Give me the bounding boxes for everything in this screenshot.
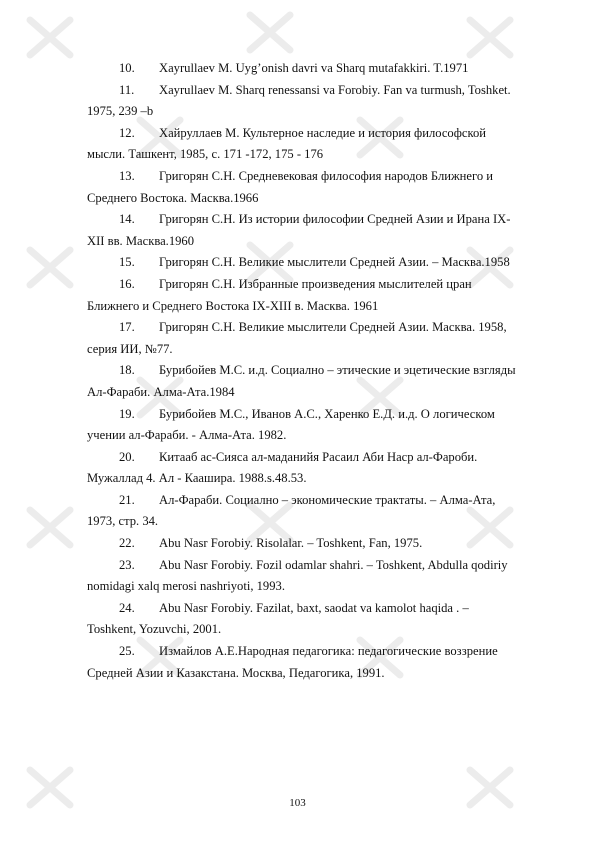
reference-text: Китааб ас-Сияса ал-маданийя Расаил Аби Наср ал-Фароби. <box>159 449 478 464</box>
reference-text: Ал-Фараби. Социално – экономические трактаты. – Алма-Ата, <box>159 492 496 507</box>
reference-number: 12. <box>119 125 135 140</box>
reference-text-continued: Ал-Фараби. Алма-Ата.1984 <box>87 384 235 399</box>
reference-text-continued: Ближнего и Среднего Востока IX-XIII в. Масква. 1961 <box>87 298 379 313</box>
reference-text: Xayrullaev M. Sharq renessansi va Forobiy. Fan va turmush, Toshket. <box>159 82 511 97</box>
reference-text-continued: 1975, 239 –b <box>87 104 154 119</box>
reference-text-continued: Средней Азии и Казакстана. Москва, Педагогика, 1991. <box>87 665 385 680</box>
reference-text: Бурибойев М.С. и.д. Социално – этические и эцетические взгляды <box>159 363 516 378</box>
reference-item <box>87 274 553 317</box>
reference-text-continued: 1973, стр. 34. <box>87 514 159 529</box>
reference-number: 24. <box>119 600 135 615</box>
reference-item <box>87 641 553 684</box>
reference-number: 25. <box>119 644 135 659</box>
reference-text: Григорян С.Н. Из истории философии Средней Азии и Ирана IX- <box>159 212 511 227</box>
reference-item <box>87 58 553 80</box>
reference-number: 21. <box>119 492 135 507</box>
reference-text: Григорян С.Н. Великие мыслители Средней Азии. Масква. 1958, <box>159 320 507 335</box>
reference-number: 16. <box>119 276 135 291</box>
reference-text-continued: XII вв. Масква.1960 <box>87 233 195 248</box>
reference-number: 18. <box>119 363 135 378</box>
reference-text: Григорян С.Н. Великие мыслители Средней Азии. – Масква.1958 <box>159 255 510 270</box>
reference-number: 19. <box>119 406 135 421</box>
reference-item <box>87 209 553 252</box>
reference-text: Xayrullaev M. Uyg’onish davri va Sharq mutafakkiri. T.1971 <box>159 61 469 75</box>
reference-number: 22. <box>119 536 135 551</box>
reference-number: 20. <box>119 449 135 464</box>
reference-text-continued: мысли. Ташкент, 1985, с. 171 -172, 175 - 176 <box>87 147 324 162</box>
reference-text: Григорян С.Н. Средневековая философия народов Ближнего и <box>159 168 494 183</box>
reference-item <box>87 490 553 533</box>
reference-text: Григорян С.Н. Избранные произведения мыслителей цран <box>159 276 472 291</box>
reference-text: Abu Nasr Forobiy. Fozil odamlar shahri. – Toshkent, Abdulla qodiriy <box>159 557 508 572</box>
reference-item <box>87 360 553 403</box>
reference-text: Abu Nasr Forobiy. Risolalar. – Toshkent, Fan, 1975. <box>159 536 423 551</box>
reference-number: 15. <box>119 255 135 270</box>
reference-text: Бурибойев М.С., Иванов А.С., Харенко Е.Д. и.д. О логическом <box>159 406 495 421</box>
reference-number: 23. <box>119 557 135 572</box>
reference-text: Хайруллаев М. Культерное наследие и история философской <box>159 125 486 140</box>
reference-text-continued: Toshkent, Yozuvchi, 2001. <box>87 622 222 637</box>
reference-item <box>87 166 553 209</box>
reference-item <box>87 533 553 555</box>
reference-number: 11. <box>119 82 135 97</box>
reference-item <box>87 317 553 360</box>
reference-number: 13. <box>119 168 135 183</box>
reference-item <box>87 447 553 490</box>
reference-text-continued: серия ИИ, №77. <box>87 341 173 356</box>
page-number: 103 <box>289 797 306 809</box>
reference-number: 14. <box>119 212 135 227</box>
reference-number: 10. <box>119 61 135 75</box>
reference-item <box>87 598 553 641</box>
reference-text-continued: Среднего Востока. Масква.1966 <box>87 190 259 205</box>
reference-item <box>87 80 553 123</box>
reference-text-continued: nomidagi xalq merosi nashriyoti, 1993. <box>87 579 285 594</box>
reference-list <box>87 58 553 684</box>
reference-number: 17. <box>119 320 135 335</box>
reference-item <box>87 555 553 598</box>
reference-item <box>87 252 553 274</box>
reference-text: Измайлов А.Е.Народная педагогика: педагогические воззрение <box>159 644 498 659</box>
reference-item <box>87 404 553 447</box>
reference-text-continued: Мужаллад 4. Ал - Каашира. 1988.s.48.53. <box>87 471 307 486</box>
reference-text: Abu Nasr Forobiy. Fazilat, baxt, saodat va kamolot haqida . – <box>159 600 469 615</box>
reference-text-continued: учении ал-Фараби. - Алма-Ата. 1982. <box>87 428 287 443</box>
reference-item <box>87 123 553 166</box>
